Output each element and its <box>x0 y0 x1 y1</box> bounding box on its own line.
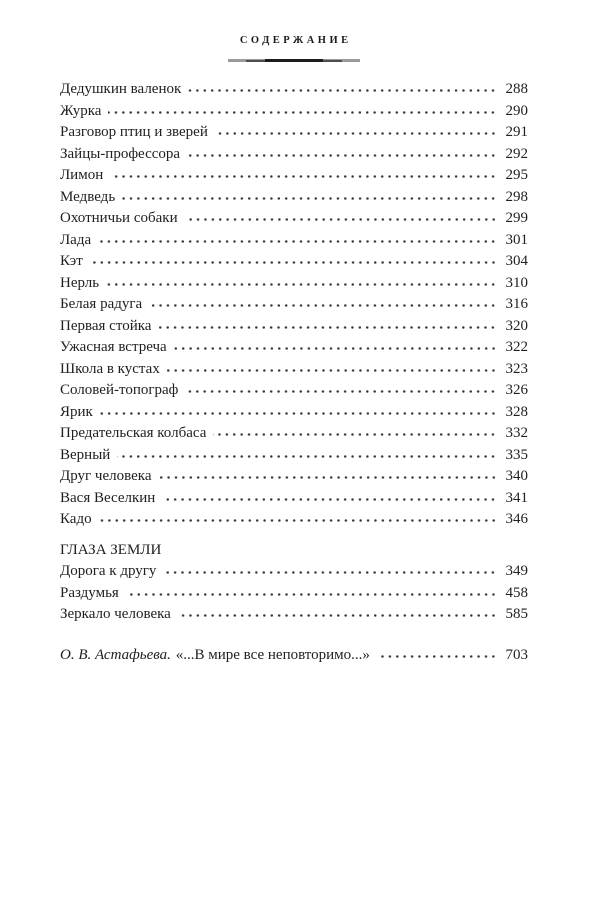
toc-section-2 <box>60 561 528 626</box>
dot-leader <box>187 153 497 158</box>
toc-row <box>60 583 528 605</box>
toc-entry-title: Журка <box>60 102 102 119</box>
toc-entry-title: Ярик <box>60 403 93 420</box>
toc-entry-page: 288 <box>505 81 528 97</box>
toc-entry-title: Первая стойка <box>60 317 152 334</box>
footer-title: «...В мире все неповторимо...» <box>175 646 370 663</box>
toc-entry-title: Кадо <box>60 511 92 527</box>
ornamental-divider <box>228 58 360 63</box>
toc-entry-page: 298 <box>505 188 528 205</box>
dot-leader <box>100 411 497 416</box>
dot-leader <box>167 368 497 373</box>
toc-entry-page: 332 <box>505 425 528 441</box>
toc-entry-page: 349 <box>505 563 528 579</box>
toc-entry-title: Нерль <box>60 274 100 291</box>
toc-row <box>60 561 528 583</box>
dot-leader <box>149 303 497 308</box>
toc-row <box>60 337 528 359</box>
toc-row <box>60 122 528 144</box>
dot-leader <box>163 570 497 575</box>
toc-entry-title: Верный <box>60 446 111 463</box>
toc-row <box>60 144 528 166</box>
dot-leader <box>178 613 497 618</box>
divider-core-line <box>265 59 323 62</box>
toc-entry-page: 316 <box>505 296 528 312</box>
toc-entry-page: 341 <box>505 489 528 506</box>
toc-entry-page: 323 <box>505 360 528 377</box>
toc-entry-page: 326 <box>505 382 528 398</box>
toc-entry-page: 328 <box>505 403 528 420</box>
toc-entry-page: 335 <box>505 446 528 463</box>
toc-entry-page: 346 <box>505 511 528 527</box>
toc-entry-title: Медведь <box>60 188 116 205</box>
toc-entry-page: 703 <box>505 646 528 663</box>
toc-entry-title: Ужасная встреча <box>60 339 167 355</box>
dot-leader <box>215 131 497 136</box>
toc-entry-title: Белая радуга <box>60 296 143 312</box>
toc-row <box>60 101 528 123</box>
toc-entry-page: 292 <box>505 145 528 162</box>
dot-leader <box>185 217 497 222</box>
toc-row <box>60 316 528 338</box>
toc-entry-title: Дорога к другу <box>60 563 157 579</box>
toc-entry-title: Зеркало человека <box>60 606 171 622</box>
toc-entry-title: Друг человека <box>60 468 152 484</box>
dot-leader <box>98 239 497 244</box>
dot-leader <box>188 88 497 93</box>
dot-leader <box>162 497 497 502</box>
toc-entry-page: 299 <box>505 210 528 226</box>
toc-row <box>60 187 528 209</box>
dot-leader <box>110 174 497 179</box>
toc-row <box>60 466 528 488</box>
toc-row <box>60 359 528 381</box>
toc-entry-title: Лада <box>60 231 92 248</box>
toc-entry-title: Школа в кустах <box>60 360 160 377</box>
dot-leader <box>106 282 497 287</box>
toc-entry-page: 458 <box>505 584 528 601</box>
section-heading: ГЛАЗА ЗЕМЛИ <box>60 541 162 558</box>
toc-entry-page: 295 <box>505 167 528 183</box>
toc-entry-title: Лимон <box>60 167 104 183</box>
toc-footer-row <box>60 645 528 667</box>
toc-section-1 <box>60 79 528 531</box>
toc-row <box>60 488 528 510</box>
toc-entry-page: 290 <box>505 102 528 119</box>
toc-row <box>60 380 528 402</box>
toc-entry-page: 310 <box>505 274 528 291</box>
dot-leader <box>122 196 497 201</box>
toc-row <box>60 273 528 295</box>
toc-row <box>60 230 528 252</box>
dot-leader <box>99 518 497 523</box>
toc-entry-title: Вася Веселкин <box>60 489 156 506</box>
toc-entry-page: 585 <box>505 606 528 622</box>
toc-footer-entry-title <box>60 645 370 667</box>
dot-leader <box>185 389 497 394</box>
toc-entry-title: Раздумья <box>60 584 119 601</box>
dot-leader <box>90 260 497 265</box>
toc-row <box>60 423 528 445</box>
toc-entry-title: Зайцы-профессора <box>60 145 181 162</box>
toc-entry-title: Дедушкин валенок <box>60 81 182 97</box>
toc-list <box>60 79 528 666</box>
dot-leader <box>159 475 498 480</box>
page-title: СОДЕРЖАНИЕ <box>239 35 352 46</box>
toc-row <box>60 251 528 273</box>
toc-entry-title: Кэт <box>60 253 83 269</box>
dot-leader <box>158 325 497 330</box>
toc-entry-page: 301 <box>505 231 528 248</box>
toc-row <box>60 165 528 187</box>
toc-entry-title: Предательская колбаса <box>60 425 207 441</box>
toc-entry-page: 322 <box>505 339 528 355</box>
dot-leader <box>108 110 497 115</box>
toc-row <box>60 208 528 230</box>
toc-entry-title: Разговор птиц и зверей <box>60 124 208 140</box>
toc-entry-page: 304 <box>505 253 528 269</box>
toc-entry-title: Охотничьи собаки <box>60 210 178 226</box>
toc-row <box>60 402 528 424</box>
toc-entry-page: 291 <box>505 124 528 140</box>
page-header <box>60 35 528 63</box>
dot-leader <box>174 346 497 351</box>
toc-row <box>60 294 528 316</box>
toc-entry-page: 320 <box>505 317 528 334</box>
dot-leader <box>126 592 497 597</box>
toc-entry-page: 340 <box>505 468 528 484</box>
toc-row <box>60 79 528 101</box>
toc-row <box>60 445 528 467</box>
dot-leader <box>213 432 497 437</box>
toc-row <box>60 509 528 531</box>
divider-mid-line <box>246 60 342 62</box>
toc-entry-title: Соловей-топограф <box>60 382 179 398</box>
dot-leader <box>377 654 497 659</box>
toc-row <box>60 604 528 626</box>
footer-author: О. В. Астафьева. <box>60 646 171 663</box>
dot-leader <box>117 454 497 459</box>
